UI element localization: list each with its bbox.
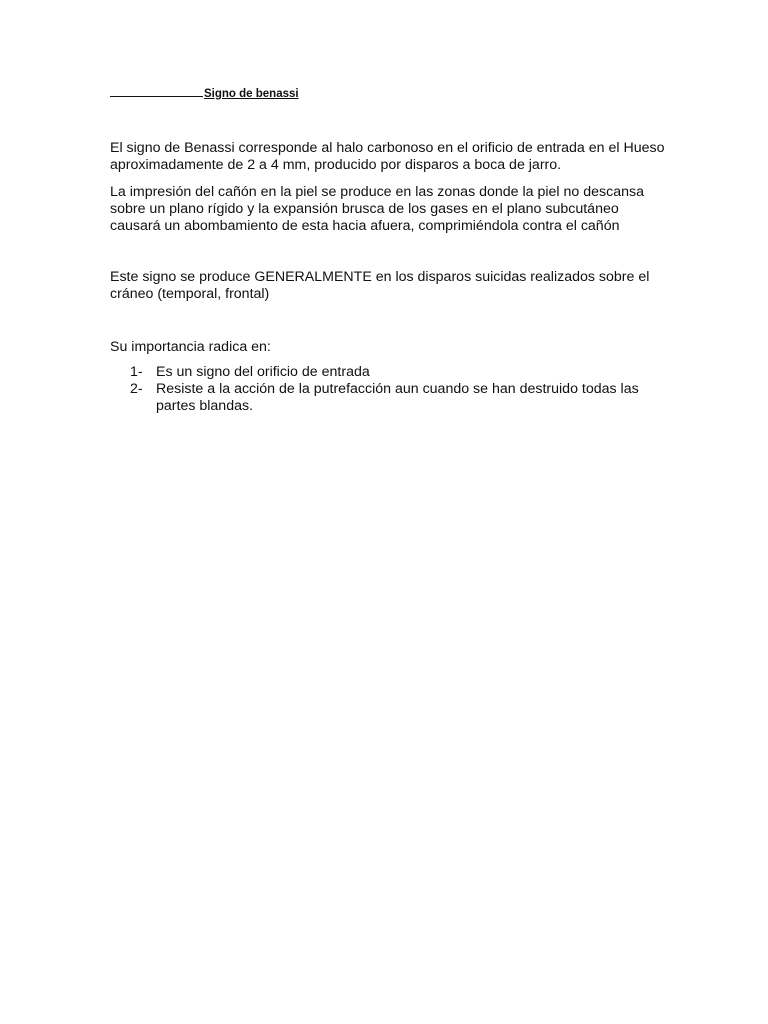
- list-item-text: Resiste a la acción de la putrefacción aun cuando se han destruido todas las partes blandas.: [156, 380, 639, 414]
- importance-list: [130, 364, 660, 414]
- list-marker: 1-: [130, 364, 143, 380]
- list-item: [130, 381, 660, 415]
- list-item-text: Es un signo del orificio de entrada: [156, 364, 370, 380]
- paragraph-mechanism: La impresión del cañón en la piel se produce en las zonas donde la piel no descansa sobre un plano rígido y la expansión brusca de los gases en el plano subcutáneo causará un abombamiento de esta hacia afuera, comprimiéndola contra el cañón: [110, 184, 644, 234]
- title-underline-rule: [110, 95, 203, 97]
- paragraph-occurrence: Este signo se produce GENERALMENTE en los disparos suicidas realizados sobre el cráneo (temporal, frontal): [110, 269, 650, 302]
- paragraph-definition: El signo de Benassi corresponde al halo carbonoso en el orificio de entrada en el Hueso aproximadamente de 2 a 4 mm, producido por disparos a boca de jarro.: [110, 140, 665, 173]
- list-item: [130, 364, 660, 381]
- title-text: Signo de benassi: [204, 88, 299, 100]
- list-marker: 2-: [130, 380, 143, 397]
- paragraph-importance-intro: Su importancia radica en:: [110, 339, 271, 355]
- document-title: [110, 86, 300, 102]
